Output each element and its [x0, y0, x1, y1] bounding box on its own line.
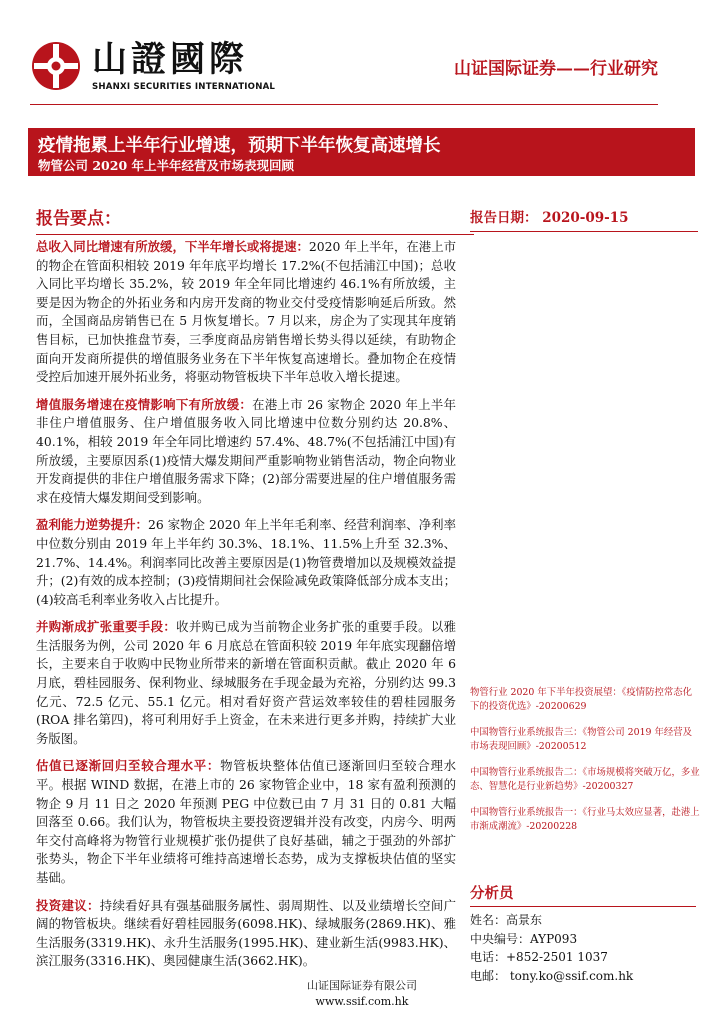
related-report-item[interactable]: 中国物管行业系统报告三：《物管公司 2019 年经营及市场表现回顾》-20200512: [470, 727, 693, 752]
paragraph-body: 物管板块整体估值已逐渐回归至较合理水平。根据 WIND 数据，在港上市的 26 家物管企业中，18 家有盈利预测的物企 9 月 11 日之 2020 年预测 PEG 中位数已由 7 月 31 日的 0.81 大幅回落至 0.66。我们认为，物管板块主要投资逻辑并没有改变，内房今、明两年交付高峰将为物管行业规模扩张仍提供了良好基础，辅之于强劲的外部扩张势头，物企下半年业绩将可维持高速增长态势，成为支撑板块估值的坚实基础。: [36, 758, 457, 885]
paragraph-lead: 投资建议：: [36, 897, 100, 913]
paragraph-valuation: [36, 757, 456, 887]
related-report-item[interactable]: 中国物管行业系统报告二：《市场规模将突破万亿，多业态、智慧化是行业新趋势》-20200327: [470, 767, 700, 792]
paragraph-revenue-growth: [36, 238, 456, 387]
analyst-email[interactable]: 电邮： tony.ko@ssif.com.hk: [470, 968, 634, 983]
analyst-info: [470, 882, 696, 985]
paragraph-profitability: [36, 516, 456, 609]
related-reports: [470, 686, 700, 846]
footer-website[interactable]: www.ssif.com.hk: [315, 994, 409, 1008]
paragraph-lead: 估值已逐渐回归至较合理水平：: [36, 758, 221, 774]
logo-emblem-icon: [30, 40, 82, 92]
footer-company: 山证国际证券有限公司: [307, 979, 417, 992]
header-divider: [30, 104, 658, 105]
logo-english-name: SHANXI SECURITIES INTERNATIONAL: [92, 82, 276, 92]
paragraph-mergers: [36, 618, 456, 748]
page-footer: [0, 978, 724, 1009]
header-report-type: 山证国际证券——行业研究: [454, 59, 658, 79]
paragraph-value-added-services: [36, 396, 456, 508]
analyst-heading: 分析员: [470, 882, 696, 907]
title-band: [28, 128, 695, 176]
paragraph-body: 26 家物企 2020 年上半年毛利率、经营利润率、净利率中位数分别由 2019 年上半年约 30.3%、18.1%、11.5%上升至 32.3%、21.7%、14.4%。利润率同比改善主要原因是(1)物管费增加以及规模效益提升；(2)有效的成本控制；(3)疫情期间社会保险减免政策降低部分成本支出；(4)较高毛利率业务收入占比提升。: [36, 517, 456, 607]
paragraph-lead: 并购渐成扩张重要手段：: [36, 619, 177, 635]
analyst-phone: 电话：+852-2501 1037: [470, 950, 608, 964]
report-title: 疫情拖累上半年行业增速，预期下半年恢复高速增长: [38, 136, 441, 156]
paragraph-lead: 总收入同比增速有所放缓，下半年增长或将提速：: [36, 239, 309, 254]
company-logo: [30, 38, 300, 102]
related-report-item[interactable]: 物管行业 2020 年下半年投资展望：《疫情防控常态化下的投资优选》-20200629: [470, 687, 693, 712]
paragraph-lead: 增值服务增速在疫情影响下有所放缓：: [36, 396, 253, 412]
paragraph-body: 在港上市 26 家物企 2020 年上半年非住户增值服务、住户增值服务收入同比增速中位数分别约达 20.8%、40.1%，相较 2019 年全年同比增速约 57.4%、48.7%(不包括浦江中国)有所放缓，主要原因系(1)疫情大爆发期间严重影响物业销售活动，物企向物业开发商提供的非住户增值服务需求下降；(2)部分需要进屋的住户增值服务需求在疫情大爆发期间受到影响。: [36, 396, 456, 505]
paragraph-body: 2020 年上半年，在港上市的物企在管面积相较 2019 年年底平均增长 17.2%(不包括浦江中国)；总收入同比平均增长 35.2%，较 2019 年全年同比增速约 46.1%有所放缓，主要是因为物企的外拓业务和内房开发商的物业交付受疫情影响延后所致。然而，全国商品房销售已在 5 月恢复增长。7 月以来，房企为了实现其年度销售目标，已加快推盘节奏，三季度商品房销售增长势头得以延续，有助物企面向开发商所提供的增值服务业务在下半年恢复高速增长。叠加物企在疫情受控后加速开展外拓业务，将驱动物管板块下半年总收入增长提速。: [36, 239, 456, 385]
analyst-ce-number: 中央编号：AYP093: [470, 931, 578, 946]
analyst-name: 姓名：高景东: [470, 913, 543, 927]
key-points-heading: 报告要点：: [36, 204, 474, 235]
main-content: [36, 238, 456, 980]
paragraph-lead: 盈利能力逆势提升：: [36, 517, 148, 533]
logo-chinese-name: 山證國際: [92, 40, 249, 80]
paragraph-body: 持续看好具有强基础服务属性、弱周期性、以及业绩增长空间广阔的物管板块。继续看好碧桂园服务(6098.HK)、绿城服务(2869.HK)、雅生活服务(3319.HK)、永升生活服务(1995.HK)、建业新生活(9983.HK)、滨江服务(3316.HK)、奥园健康生活(3662.HK)。: [36, 897, 457, 969]
report-date: 报告日期： 2020-09-15: [470, 206, 698, 232]
related-report-item[interactable]: 中国物管行业系统报告一：《行业马太效应显著，赴港上市渐成潮流》-20200228: [470, 807, 700, 832]
report-subtitle: 物管公司 2020 年上半年经营及市场表现回顾: [38, 158, 294, 173]
paragraph-body: 收并购已成为当前物企业务扩张的重要手段。以雅生活服务为例，公司 2020 年 6 月底总在管面积较 2019 年年底实现翻倍增长，主要来自于收购中民物业所带来的新增在管面积贡献。截止 2020 年 6 月底，碧桂园服务、保利物业、绿城服务在手现金最为充裕，分别约达 99.3 亿元、72.5 亿元、55.1 亿元。相对看好资产营运效率较佳的碧桂园服务(ROA 排名第四)，将可利用好手上资金，在未来进行更多并购，持续扩大业务版图。: [36, 619, 457, 746]
paragraph-investment-advice: [36, 897, 456, 971]
